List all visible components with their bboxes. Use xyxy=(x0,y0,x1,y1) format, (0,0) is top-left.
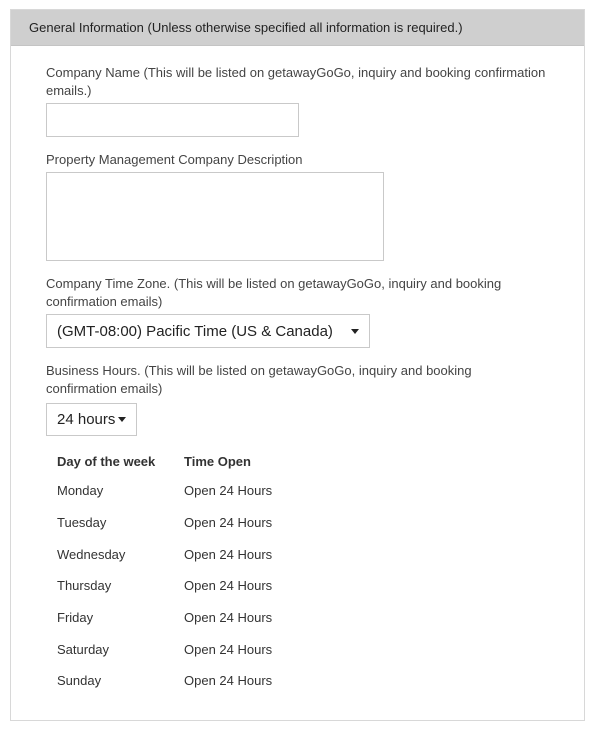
description-textarea[interactable] xyxy=(46,172,384,261)
company-name-label: Company Name (This will be listed on getawayGoGo, inquiry and booking confirmation emails.) xyxy=(46,65,546,98)
table-row xyxy=(57,507,272,539)
description-label: Property Management Company Description xyxy=(46,152,303,167)
time-cell: Open 24 Hours xyxy=(184,483,273,499)
day-cell: Sunday xyxy=(57,673,102,689)
time-cell: Open 24 Hours xyxy=(184,610,273,626)
table-row xyxy=(57,538,272,570)
table-row xyxy=(57,633,272,665)
time-cell: Open 24 Hours xyxy=(184,546,273,562)
time-cell: Open 24 Hours xyxy=(184,515,273,531)
column-header-time: Time Open xyxy=(184,453,251,469)
business-hours-select[interactable] xyxy=(46,403,137,436)
general-information-panel xyxy=(10,9,585,721)
table-row xyxy=(57,475,272,507)
timezone-selected-value: (GMT-08:00) Pacific Time (US & Canada) xyxy=(57,322,333,340)
day-cell: Wednesday xyxy=(57,546,126,562)
panel-header xyxy=(11,10,584,46)
day-cell: Saturday xyxy=(57,641,110,657)
column-header-day: Day of the week xyxy=(57,453,156,469)
chevron-down-icon xyxy=(351,329,359,334)
table-row xyxy=(57,570,272,602)
chevron-down-icon xyxy=(118,417,126,422)
day-cell: Thursday xyxy=(57,578,112,594)
day-cell: Monday xyxy=(57,483,104,499)
business-hours-table xyxy=(57,447,272,697)
panel-title: General Information (Unless otherwise specified all information is required.) xyxy=(29,20,463,35)
day-cell: Friday xyxy=(57,610,94,626)
business-hours-label: Business Hours. (This will be listed on getawayGoGo, inquiry and booking confirmation emails) xyxy=(46,363,472,396)
time-cell: Open 24 Hours xyxy=(184,673,273,689)
timezone-label: Company Time Zone. (This will be listed on getawayGoGo, inquiry and booking confirmation emails) xyxy=(46,276,502,309)
company-name-input[interactable] xyxy=(46,103,299,137)
time-cell: Open 24 Hours xyxy=(184,578,273,594)
table-row xyxy=(57,665,272,697)
timezone-select[interactable] xyxy=(46,314,370,348)
table-header-row xyxy=(57,447,272,475)
time-cell: Open 24 Hours xyxy=(184,641,273,657)
table-row xyxy=(57,602,272,634)
day-cell: Tuesday xyxy=(57,515,107,531)
business-hours-selected-value: 24 hours xyxy=(57,411,116,428)
